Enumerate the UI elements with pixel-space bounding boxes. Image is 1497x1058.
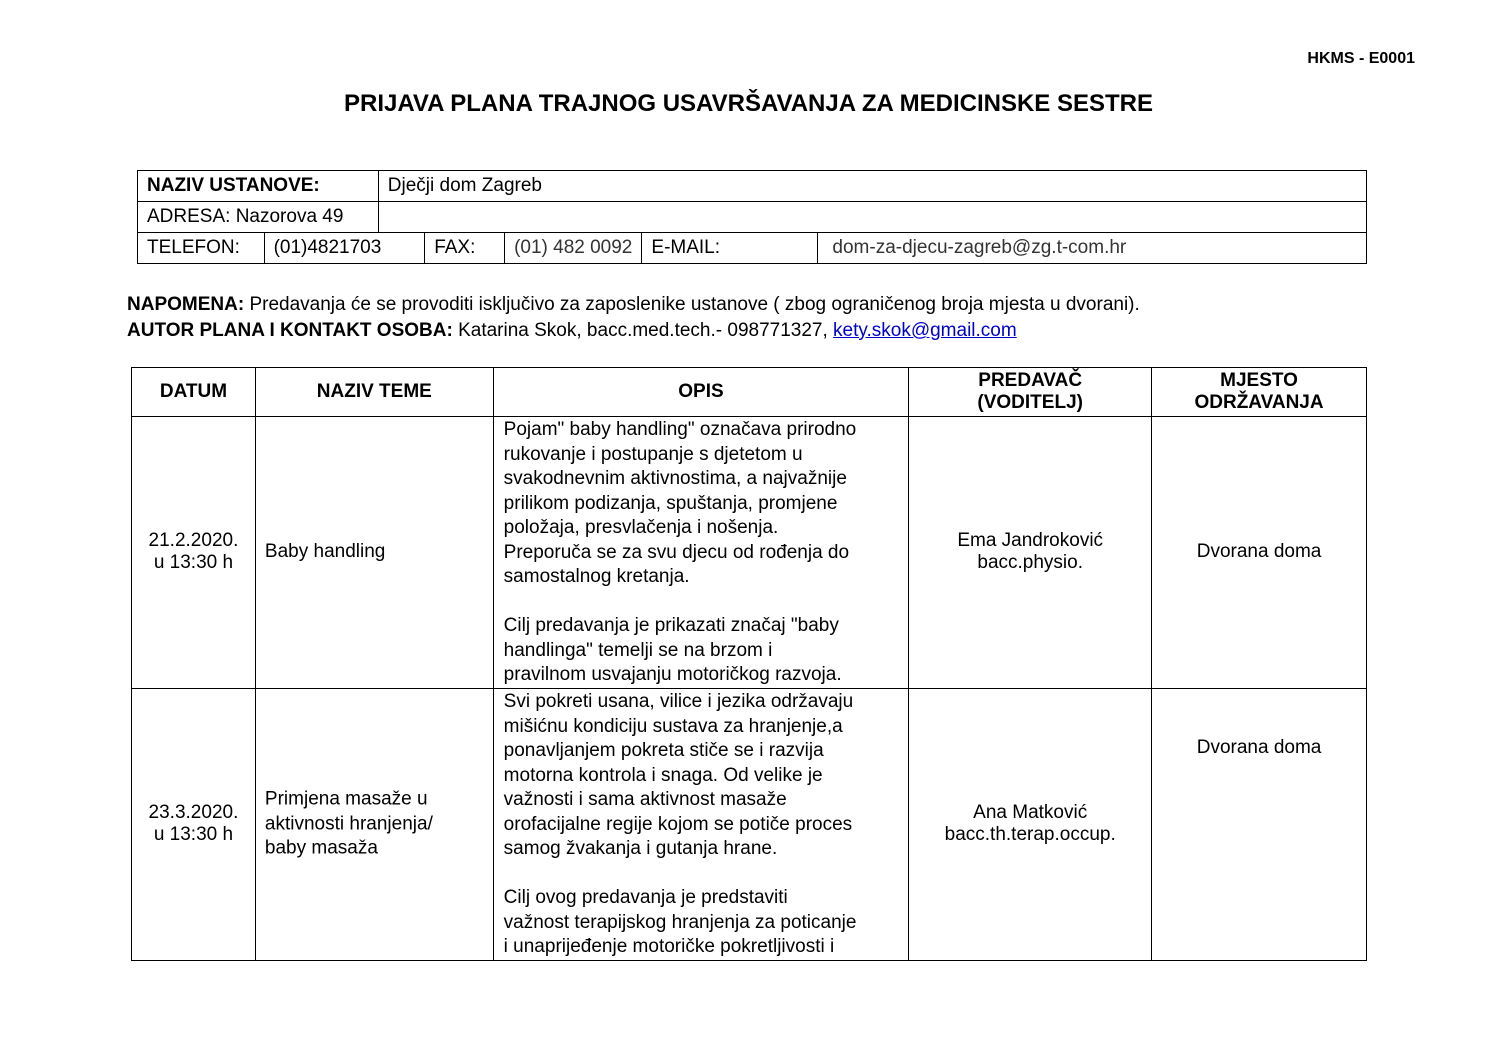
header-naziv-teme: NAZIV TEME xyxy=(255,368,493,417)
plan-table xyxy=(131,367,1367,961)
row-opis xyxy=(493,417,909,689)
napomena-line xyxy=(127,292,1140,318)
email-label: E-MAIL: xyxy=(642,233,818,264)
row-date: 21.2.2020. u 13:30 h xyxy=(132,417,256,689)
row-date: 23.3.2020. u 13:30 h xyxy=(132,689,256,961)
author-line xyxy=(127,318,1140,344)
institution-table xyxy=(137,170,1367,264)
opis-paragraph: Pojam" baby handling" označava prirodno rukovanje i postupanje s djetetom u svakodnevnim aktivnostima, a najvažnije prilikom podizanja, spuštanja, promjene položaja, presvlačenja i nošenja. Preporuča se za svu djecu od rođenja do samostalnog kretanja. xyxy=(503,419,857,587)
fax-value: (01) 482 0092 xyxy=(505,233,642,264)
notes-block xyxy=(127,292,1140,344)
document-code: HKMS - E0001 xyxy=(1307,50,1415,67)
fax-label: FAX: xyxy=(425,233,505,264)
header-datum: DATUM xyxy=(132,368,256,417)
institution-name-label: NAZIV USTANOVE: xyxy=(138,171,379,202)
phone-label: TELEFON: xyxy=(138,233,265,264)
row-place: Dvorana doma xyxy=(1152,417,1367,689)
opis-goal-paragraph: Cilj ovog predavanja je predstaviti važnost terapijskog hranjenja za poticanje i unaprijeđenje motoričke pokretljivosti i xyxy=(503,887,857,957)
header-predavac: PREDAVAČ (VODITELJ) xyxy=(909,368,1152,417)
header-opis: OPIS xyxy=(493,368,909,417)
table-row xyxy=(132,417,1367,689)
plan-header-row xyxy=(132,368,1367,417)
phone-value: (01)4821703 xyxy=(264,233,425,264)
email-value: dom-za-djecu-zagreb@zg.t-com.hr xyxy=(818,233,1367,264)
row-opis xyxy=(493,689,909,961)
row-topic: Baby handling xyxy=(255,417,493,689)
row-lecturer: Ema Jandroković bacc.physio. xyxy=(909,417,1152,689)
row-place: Dvorana doma xyxy=(1152,689,1367,961)
opis-goal-paragraph: Cilj predavanja je prikazati značaj "baby handlinga" temelji se na brzom i pravilnom usvajanju motoričkog razvoja. xyxy=(503,615,842,685)
author-text: Katarina Skok, bacc.med.tech.- 098771327, xyxy=(452,320,834,341)
header-mjesto: MJESTO ODRŽAVANJA xyxy=(1152,368,1367,417)
opis-paragraph: Svi pokreti usana, vilice i jezika održavaju mišićnu kondiciju sustava za hranjenje,a ponavljanjem pokreta stiče se i razvija motorna kontrola i snaga. Od velike je važnosti i sama aktivnost masaže orofacijalne regije kojom se potiče proces samog žvakanja i gutanja hrane. xyxy=(503,691,854,859)
table-row xyxy=(132,689,1367,961)
address-value xyxy=(378,202,1366,233)
row-lecturer: Ana Matković bacc.th.terap.occup. xyxy=(909,689,1152,961)
author-email-link[interactable]: kety.skok@gmail.com xyxy=(833,320,1017,341)
author-label: AUTOR PLANA I KONTAKT OSOBA: xyxy=(127,320,453,341)
document-title: PRIJAVA PLANA TRAJNOG USAVRŠAVANJA ZA MEDICINSKE SESTRE xyxy=(344,90,1153,117)
address-label: ADRESA: Nazorova 49 xyxy=(138,202,379,233)
row-topic: Primjena masaže u aktivnosti hranjenja/ baby masaža xyxy=(255,689,493,961)
institution-name-value: Dječji dom Zagreb xyxy=(378,171,1366,202)
napomena-label: NAPOMENA: xyxy=(127,294,245,315)
napomena-text: Predavanja će se provoditi isključivo za zaposlenike ustanove ( zbog ograničenog broja mjesta u dvorani). xyxy=(244,294,1140,315)
